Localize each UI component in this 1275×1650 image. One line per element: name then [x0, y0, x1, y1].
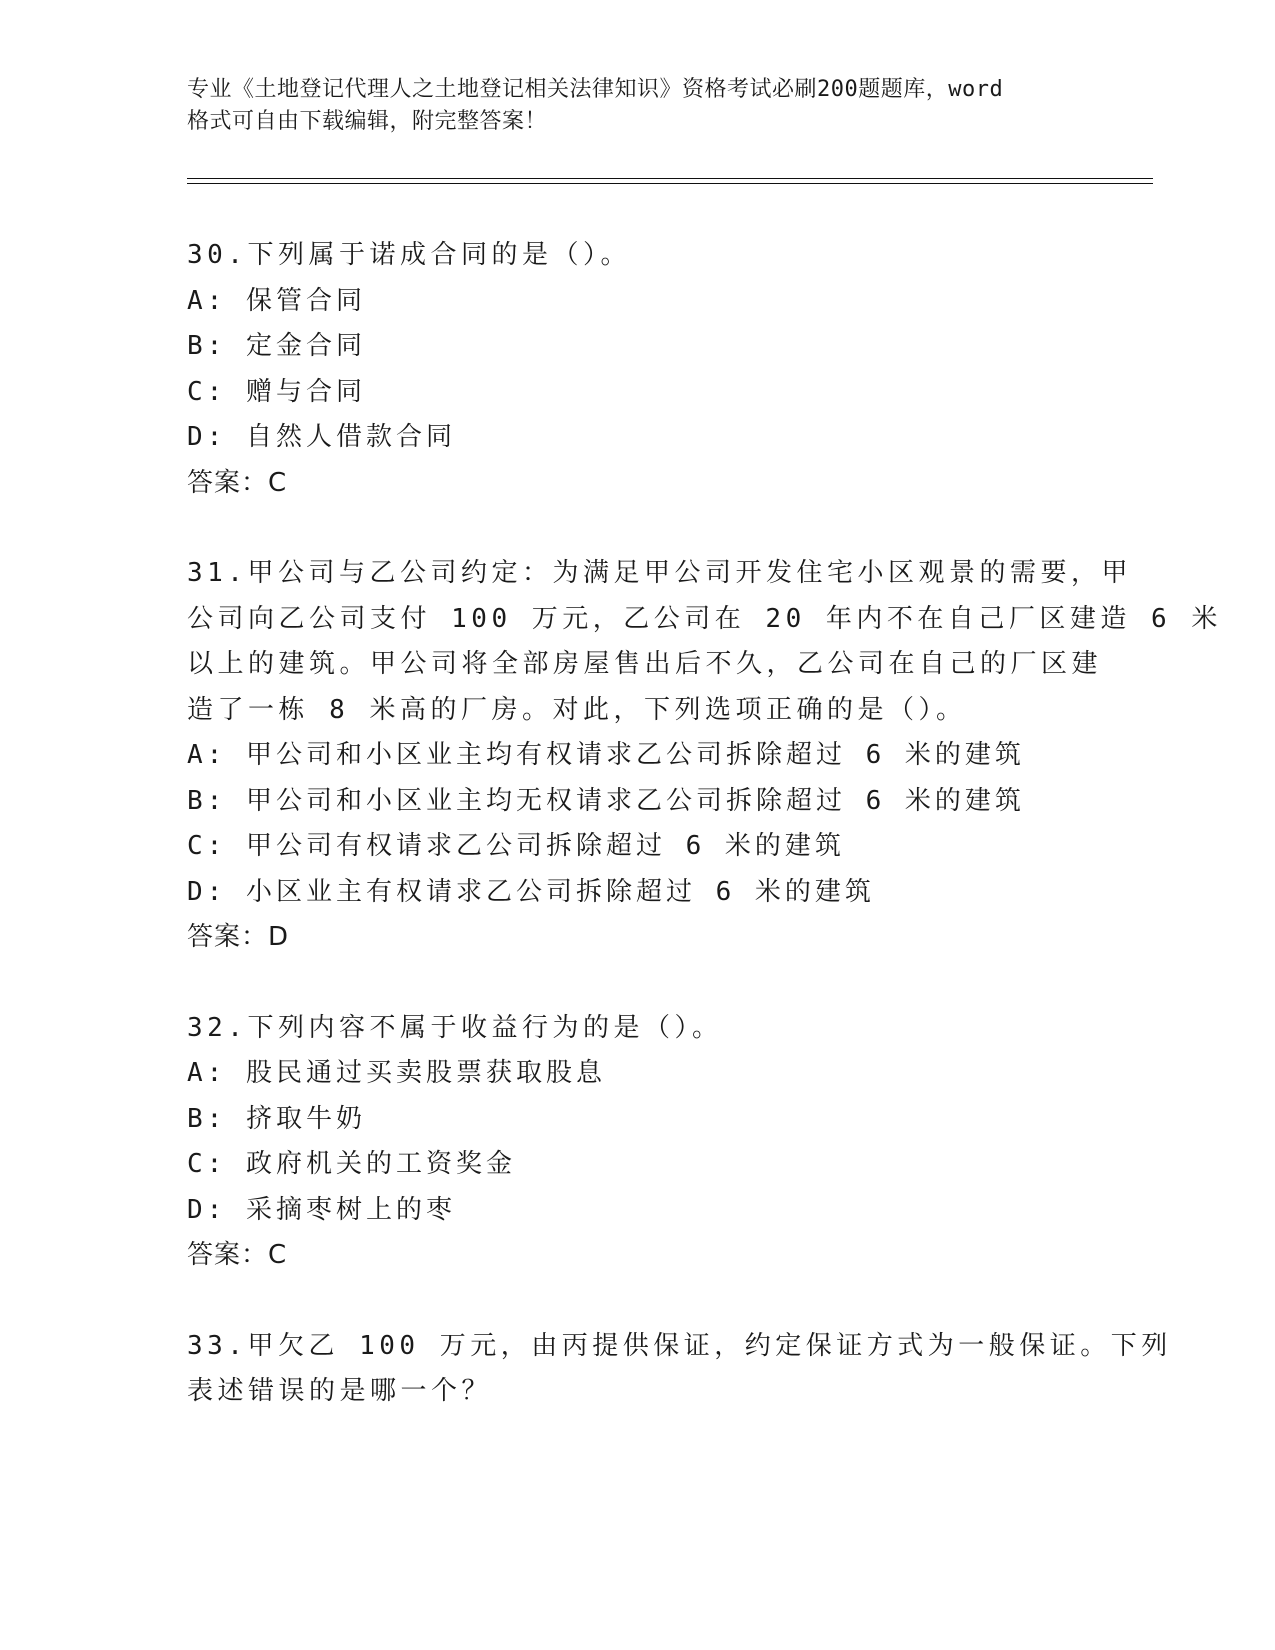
option-c: C: 政府机关的工资奖金 — [187, 1149, 516, 1179]
question-stem — [187, 233, 1087, 279]
option-d: D: 自然人借款合同 — [187, 422, 456, 452]
option-c: C: 甲公司有权请求乙公司拆除超过 6 米的建筑 — [187, 831, 845, 861]
header-line-2: 格式可自由下载编辑，附完整答案！ — [187, 109, 548, 134]
header-divider-top — [187, 178, 1153, 179]
option-a: A: 股民通过买卖股票获取股息 — [187, 1058, 606, 1088]
stem-line: 30.下列属于诺成合同的是（）。 — [187, 240, 631, 270]
option-a: A: 保管合同 — [187, 285, 366, 316]
answer-line: 答案：C — [187, 1240, 288, 1270]
answer-line: 答案：D — [187, 922, 290, 952]
stem-line: 表述错误的是哪一个？ — [187, 1376, 493, 1406]
header-line-1: 专业《土地登记代理人之土地登记相关法律知识》资格考试必刷200题题库，word — [187, 77, 1004, 102]
header-divider-bottom — [187, 183, 1153, 184]
option-b: B: 甲公司和小区业主均无权请求乙公司拆除超过 6 米的建筑 — [187, 785, 1025, 816]
question-30 — [187, 233, 1087, 506]
option-b: B: 挤取牛奶 — [187, 1103, 366, 1134]
option-a: A: 甲公司和小区业主均有权请求乙公司拆除超过 6 米的建筑 — [187, 740, 1025, 770]
stem-line: 以上的建筑。甲公司将全部房屋售出后不久，乙公司在自己的厂区建 — [187, 649, 1103, 679]
question-32 — [187, 1006, 1087, 1279]
option-d: D: 采摘枣树上的枣 — [187, 1194, 456, 1225]
option-c: C: 赠与合同 — [187, 376, 366, 407]
stem-line: 31.甲公司与乙公司约定：为满足甲公司开发住宅小区观景的需要，甲 — [187, 558, 1132, 588]
stem-line: 33.甲欠乙 100 万元，由丙提供保证，约定保证方式为一般保证。下列 — [187, 1330, 1172, 1361]
stem-line: 公司向乙公司支付 100 万元，乙公司在 20 年内不在自己厂区建造 6 米 — [187, 603, 1222, 634]
stem-line: 32.下列内容不属于收益行为的是（）。 — [187, 1012, 723, 1043]
option-b: B: 定金合同 — [187, 331, 366, 361]
stem-line: 造了一栋 8 米高的厂房。对此，下列选项正确的是（）。 — [187, 694, 967, 725]
option-d: D: 小区业主有权请求乙公司拆除超过 6 米的建筑 — [187, 876, 875, 907]
question-list — [187, 233, 1222, 1460]
question-31 — [187, 551, 1222, 961]
question-stem — [187, 551, 1222, 733]
question-33 — [187, 1324, 1172, 1415]
question-stem — [187, 1324, 1172, 1415]
question-stem — [187, 1006, 1087, 1052]
document-header — [187, 74, 1087, 138]
answer-line: 答案：C — [187, 467, 288, 498]
